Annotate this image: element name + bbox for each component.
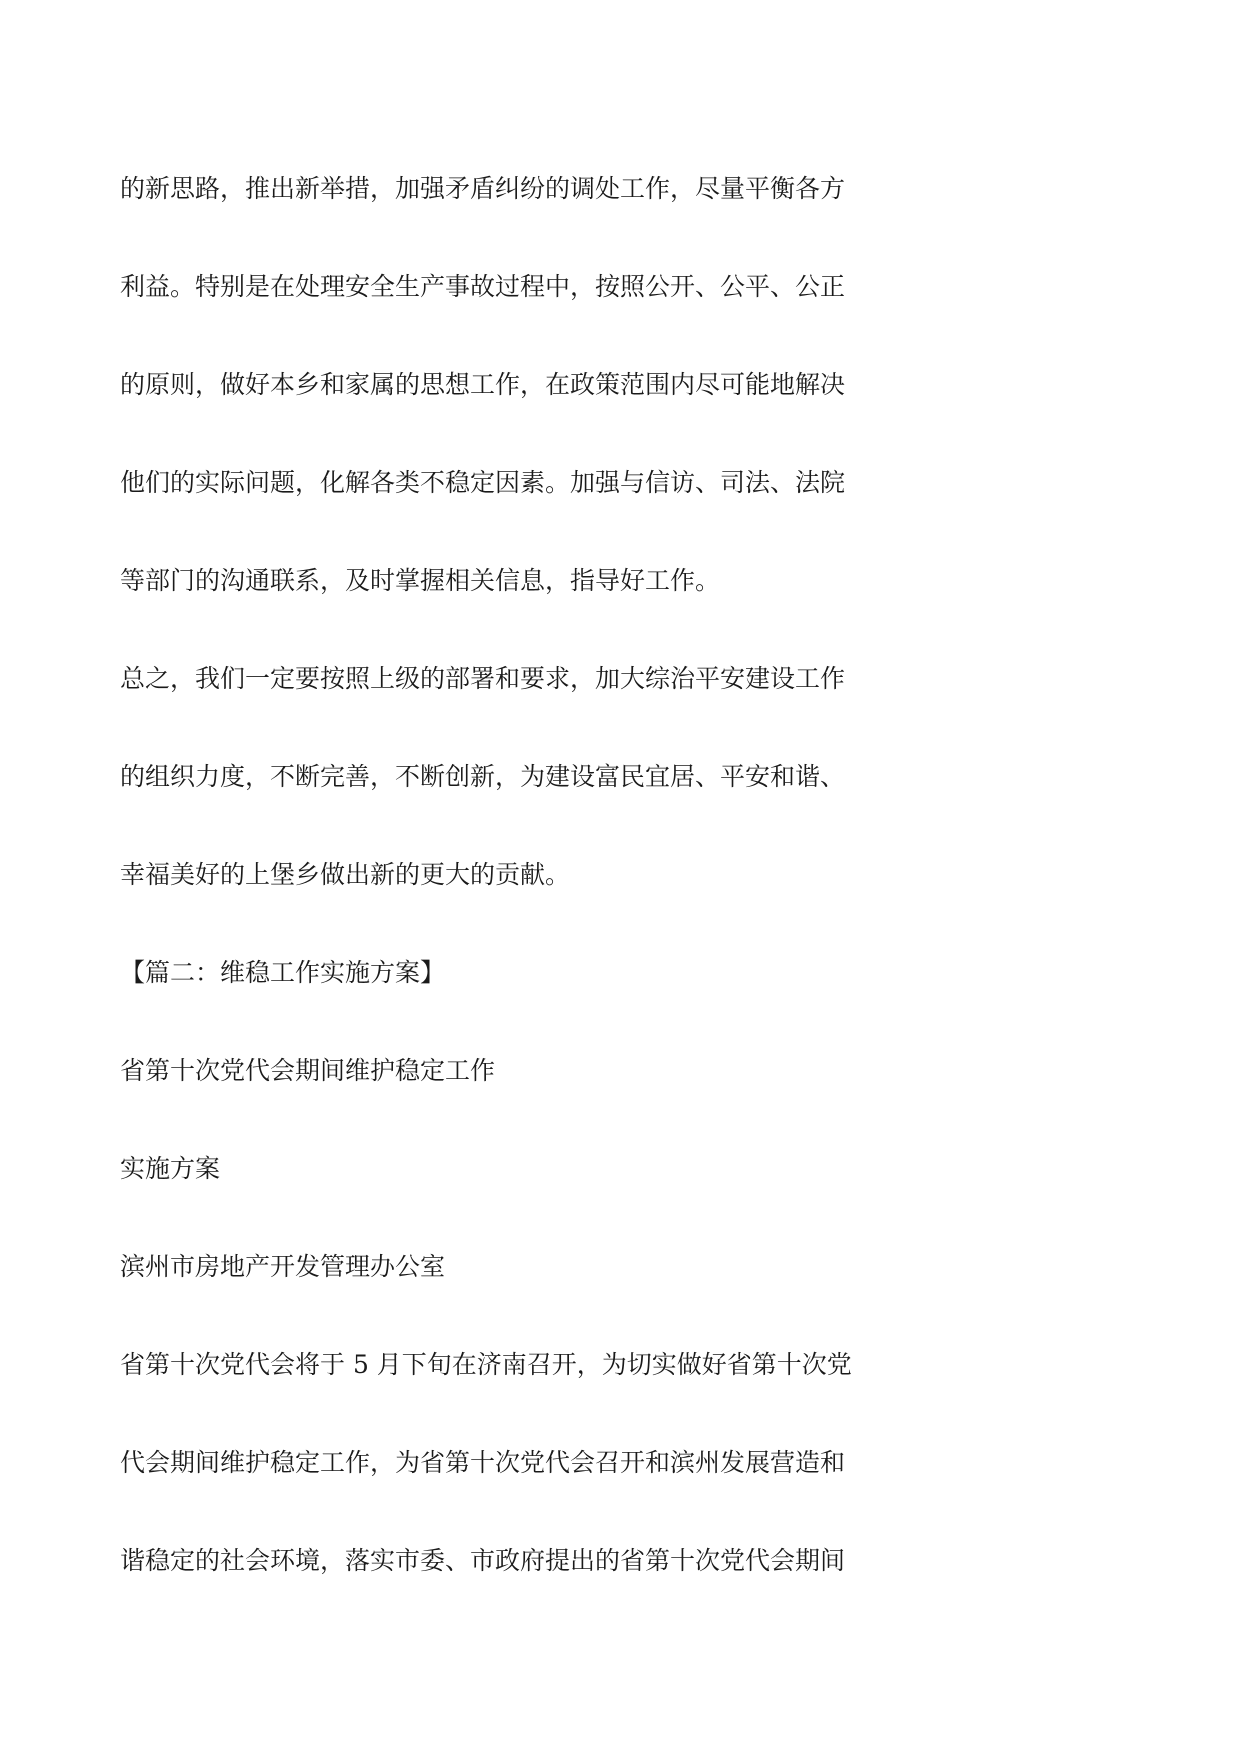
paragraph-3-line-1: 省第十次党代会将于 5 月下旬在济南召开，为切实做好省第十次党 xyxy=(120,1350,852,1379)
section-heading: 【篇二：维稳工作实施方案】 xyxy=(120,958,446,987)
paragraph-1-line-2: 利益。特别是在处理安全生产事故过程中，按照公开、公平、公正 xyxy=(120,272,846,301)
paragraph-2-line-3: 幸福美好的上堡乡做出新的更大的贡献。 xyxy=(120,860,571,889)
document-title-line-2: 实施方案 xyxy=(120,1154,221,1183)
paragraph-1-line-5: 等部门的沟通联系，及时掌握相关信息，指导好工作。 xyxy=(120,566,721,595)
paragraph-1-line-3: 的原则，做好本乡和家属的思想工作，在政策范围内尽可能地解决 xyxy=(120,370,846,399)
document-title-line-1: 省第十次党代会期间维护稳定工作 xyxy=(120,1056,496,1085)
paragraph-2-line-2: 的组织力度，不断完善，不断创新，为建设富民宜居、平安和谐、 xyxy=(120,762,846,791)
paragraph-3-line-2: 代会期间维护稳定工作，为省第十次党代会召开和滨州发展营造和 xyxy=(120,1448,846,1477)
paragraph-3-line-3: 谐稳定的社会环境，落实市委、市政府提出的省第十次党代会期间 xyxy=(120,1546,846,1575)
paragraph-2-line-1: 总之，我们一定要按照上级的部署和要求，加大综治平安建设工作 xyxy=(120,664,846,693)
issuer: 滨州市房地产开发管理办公室 xyxy=(120,1252,446,1281)
paragraph-1-line-1: 的新思路，推出新举措，加强矛盾纠纷的调处工作，尽量平衡各方 xyxy=(120,174,846,203)
paragraph-1-line-4: 他们的实际问题，化解各类不稳定因素。加强与信访、司法、法院 xyxy=(120,468,846,497)
